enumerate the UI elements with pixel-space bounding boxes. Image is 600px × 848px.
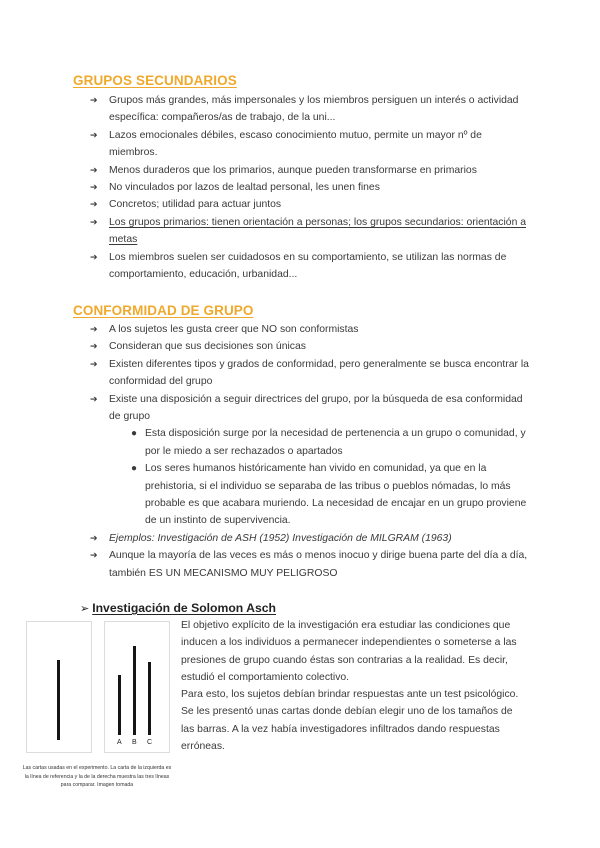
list-conformidad (90, 321, 530, 582)
list-item (90, 356, 530, 391)
comparison-line-c (148, 662, 151, 735)
asch-section-title (80, 601, 276, 615)
arrow-right-icon: ➔ (90, 532, 98, 543)
arrow-right-icon: ➔ (90, 216, 98, 227)
list-item-text: Concretos; utilidad para actuar juntos (109, 199, 282, 211)
asch-title-label: Investigación de Solomon Asch (92, 601, 276, 615)
sub-list-item (127, 460, 530, 530)
arrow-right-icon: ➔ (90, 164, 98, 175)
arrow-right-icon: ➔ (90, 393, 98, 404)
arrow-right-icon: ➔ (90, 182, 98, 193)
list-item (90, 162, 530, 179)
list-item-text: Los miembros suelen ser cuidadosos en su comportamiento, se utilizan las normas de comportamiento, educación, urbanidad... (109, 251, 507, 281)
sub-list (109, 425, 530, 529)
list-item-text: Los grupos primarios: tienen orientación a personas; los grupos secundarios: orientación a metas (109, 216, 527, 246)
list-item (90, 321, 530, 338)
list-item-text: Lazos emocionales débiles, escaso conocimiento mutuo, permite un mayor nº de miembros. (109, 129, 482, 159)
list-item (90, 127, 530, 162)
asch-body-text (181, 617, 521, 755)
sub-list-item-text: Los seres humanos históricamente han vivido en comunidad, ya que en la prehistoria, si el individuo se separaba de las tribus o pueblos nómadas, lo más probable es que acabara muriendo. La necesidad de encajar en un grupo proviene de un instinto de supervivencia. (145, 463, 527, 527)
label-a: A (117, 739, 122, 746)
asch-paragraph: Para esto, los sujetos debían brindar respuestas ante un test psicológico. Se les presentó unas cartas donde debían elegir uno de los tamaños de las barras. A la vez había investigadores infiltrados dando respuestas erróneas. (181, 689, 519, 753)
sub-list-item-text: Esta disposición surge por la necesidad de pertenencia a un grupo o comunidad, y por le miedo a ser rechazados o apartados (145, 428, 526, 457)
bullet-dot-icon: ● (131, 428, 138, 440)
bullet-dot-icon: ● (131, 463, 138, 475)
arrow-right-icon: ➔ (90, 95, 98, 105)
arrowhead-icon: ➢ (80, 602, 90, 615)
label-c: C (147, 739, 153, 746)
list-item-text: No vinculados por lazos de lealtad personal, les unen fines (109, 182, 380, 194)
arrow-right-icon: ➔ (90, 324, 98, 334)
comparison-line-a (118, 675, 121, 735)
list-item (90, 196, 530, 213)
arrow-right-icon: ➔ (90, 358, 98, 369)
list-item (90, 92, 530, 127)
comparison-line-b (133, 646, 136, 735)
examples-text: Ejemplos: Investigación de ASH (1952) Investigación de MILGRAM (1963) (109, 532, 452, 544)
heading-grupos-secundarios: GRUPOS SECUNDARIOS (73, 73, 237, 88)
arrow-right-icon: ➔ (90, 129, 98, 140)
arrow-right-icon: ➔ (90, 341, 98, 352)
arrow-right-icon: ➔ (90, 550, 98, 561)
list-item-text: Consideran que sus decisiones son únicas (109, 341, 306, 353)
list-item (90, 338, 530, 355)
list-item (90, 214, 530, 249)
reference-card (26, 621, 92, 753)
list-item-text: Aunque la mayoría de las veces es más o menos inocuo y dirige buena parte del día a día, también ES UN MECANISMO MUY PELIGROSO (109, 550, 528, 579)
list-item (90, 179, 530, 196)
list-item-text: Existen diferentes tipos y grados de conformidad, pero generalmente se busca encontrar la conformidad del grupo (109, 358, 529, 388)
figure-caption: Las cartas usadas en el experimento. La carta de la izquierda es la línea de referencia y la de la derecha muestra las tres líneas para comparar. Imagen tomada (22, 765, 172, 788)
list-item (90, 391, 530, 530)
sub-list-item (127, 425, 530, 460)
label-b: B (132, 739, 137, 746)
list-item (90, 530, 530, 547)
arrow-right-icon: ➔ (90, 199, 98, 210)
list-item-text: Menos duraderos que los primarios, aunque pueden transformarse en primarios (109, 164, 477, 176)
comparison-card (104, 621, 170, 753)
list-item-text: Grupos más grandes, más impersonales y los miembros persiguen un interés o actividad específica: compañeros/as de trabajo, de la uni... (109, 95, 519, 124)
list-item (90, 249, 530, 284)
list-grupos-secundarios (90, 92, 530, 283)
list-item-text: A los sujetos les gusta creer que NO son conformistas (109, 324, 359, 335)
reference-line (57, 660, 60, 740)
list-item-text: Existe una disposición a seguir directrices del grupo, por la búsqueda de esa conformidad de grupo (109, 393, 523, 423)
asch-cards-figure (26, 621, 174, 756)
heading-conformidad-de-grupo: CONFORMIDAD DE GRUPO (73, 303, 254, 318)
asch-paragraph: El objetivo explícito de la investigación era estudiar las condiciones que inducen a los individuos a permanecer independientes o someterse a las presiones de grupo cuando éstas son contrarias a la realidad. Es decir, estudió el comportamiento colectivo. (181, 620, 517, 683)
list-item (90, 547, 530, 582)
arrow-right-icon: ➔ (90, 251, 98, 262)
